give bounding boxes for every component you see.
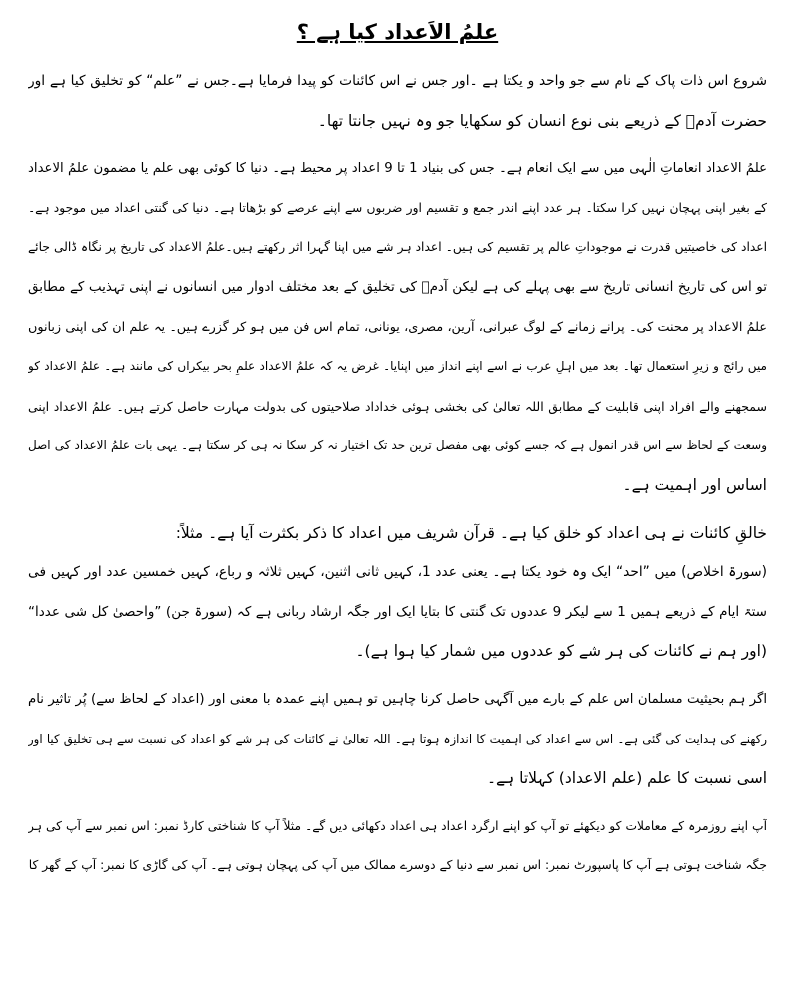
text-line: اعداد کی خاصیتیں قدرت نے موجوداتِ عالم پر تقسیم کی ہیں۔ اعداد ہر شے میں اپنا گہرا اثر رکھتے ہیں۔علمُ الاعداد کی تاریخ پر نگاہ ڈالی جائے: [28, 240, 767, 255]
text-line: آپ اپنے روزمرہ کے معاملات کو دیکھئے تو آپ کو اپنے ارگرد اعداد ہی اعداد دکھائی دیں گے۔ مثلاً آپ کا شناختی کارڈ نمبر: اس نمبر سے آپ کی ہر: [28, 818, 767, 833]
text-line: تو اس کی تاریخ انسانی تاریخ سے بھی پہلے کی ہے لیکن آدمؑ کی تخلیق کے بعد مختلف ادوار میں انسانوں نے اپنی تہذیب کے مطابق: [28, 278, 767, 295]
paragraph: [28, 149, 767, 505]
text-line: ستۃ ایام کے ذریعے ہمیں 1 سے لیکر 9 عددوں تک گنتی کا بتایا ایک اور جگہ ارشاد ربانی ہے کہ (سورۃ جن) ”واحصیٰ کل شی عددا“: [28, 603, 767, 620]
text-line: میں رائج و زیرِ استعمال تھا۔ بعد میں اہلِ عرب نے اسے اپنے انداز میں اپنایا۔ غرض یہ کہ علمُ الاعداد علمِ بحر بیکراں کی مانند ہے۔ علمُ الاعداد کو: [28, 359, 767, 374]
text-line: شروع اس ذات پاک کے نام سے جو واحد و یکتا ہے ۔اور جس نے اس کائنات کو پیدا فرمایا ہے۔جس نے ”علم“ کو تخلیق کیا ہے اور: [28, 73, 767, 89]
text-line: وسعت کے لحاظ سے اس قدر انمول ہے کہ جسے کوئی بھی مفصل ترین حد تک اختیار نہ کر سکا نہ ہی کر سکتا ہے۔ یہی بات علمُ الاعداد کی اصل: [28, 438, 767, 453]
text-line: علمُ الاعداد انعاماتِ الٰہی میں سے ایک انعام ہے۔ جس کی بنیاد 1 تا 9 اعداد پر محیط ہے۔ دنیا کا کوئی بھی علم یا مضمون علمُ الاعداد: [28, 161, 767, 177]
text-line: اگر ہم بحیثیت مسلمان اس علم کے بارے میں آگہی حاصل کرنا چاہیں تو ہمیں اپنے عمدہ با معنی اور (اعداد کے لحاظ سے) پُر تاثیر نام: [28, 691, 767, 707]
text-line: حضرت آدمؑ کے ذریعے بنی نوع انسان کو سکھایا جو وہ نہیں جانتا تھا۔: [317, 111, 767, 130]
text-line: خالقِ کائنات نے ہی اعداد کو خلق کیا ہے۔ قرآن شریف میں اعداد کا ذکر بکثرت آیا ہے۔ مثلاً:: [175, 523, 767, 542]
paragraph: [28, 807, 767, 886]
page-title: علمُ الاَعداد کیا ہے ؟: [296, 20, 499, 44]
text-line: علمُ الاعداد پر محنت کی۔ پرانے زمانے کے لوگ عبرانی، آرین، مصری، یونانی، تمام اس فن میں ہو کر گزرے ہیں۔ یہ علم ان کی اپنی زبانوں: [28, 319, 767, 335]
paragraph: [28, 62, 767, 141]
paragraph: [28, 514, 767, 554]
text-line: رکھنے کی ہدایت کی گئی ہے۔ اس سے اعداد کی اہمیت کا اندازہ ہوتا ہے۔ اللہ تعالیٰ نے کائنات کی ہر شے کو اعداد کی نسبت سے ہی تخلیق کیا اور: [28, 731, 767, 746]
text-line: اسی نسبت کا علم (علم الاعداد) کہلاتا ہے۔: [486, 769, 767, 788]
text-line: سمجھنے والے افراد اپنی قابلیت کے مطابق اللہ تعالیٰ کی بخشی ہوئی خداداد صلاحیتوں کی بدولت مہارت حاصل کرتے ہیں۔ علمُ الاعداد اپنی: [28, 398, 767, 414]
document-body: [28, 62, 767, 886]
text-line: کے بغیر اپنی پہچان نہیں کرا سکتا۔ ہر عدد اپنے اندر جمع و تقسیم اور ضربوں سے اپنے عرصے کو بڑھاتا ہے۔ دنیا کی گنتی اعداد میں موجود ہے۔: [28, 200, 767, 215]
paragraph: [28, 553, 767, 672]
text-line: اساس اور اہمیت ہے۔: [622, 475, 767, 494]
text-line: (اور ہم نے کائنات کی ہر شے کو عددوں میں شمار کیا ہوا ہے)۔: [355, 642, 767, 661]
paragraph: [28, 680, 767, 799]
text-line: (سورۃ اخلاص) میں ”احد“ ایک وہ خود یکتا ہے۔ یعنی عدد 1، کہیں ثانی اثنین، کہیں ثلاثہ و رباع، کہیں خمسین عدد اور کہیں فی: [28, 564, 767, 581]
text-line: جگہ شناخت ہوتی ہے آپ کا پاسپورٹ نمبر: اس نمبر سے دنیا کے دوسرے ممالک میں آپ کی پہچان ہوتی ہے۔ آپ کی گاڑی کا نمبر: آپ کے گھر کا: [28, 858, 767, 873]
